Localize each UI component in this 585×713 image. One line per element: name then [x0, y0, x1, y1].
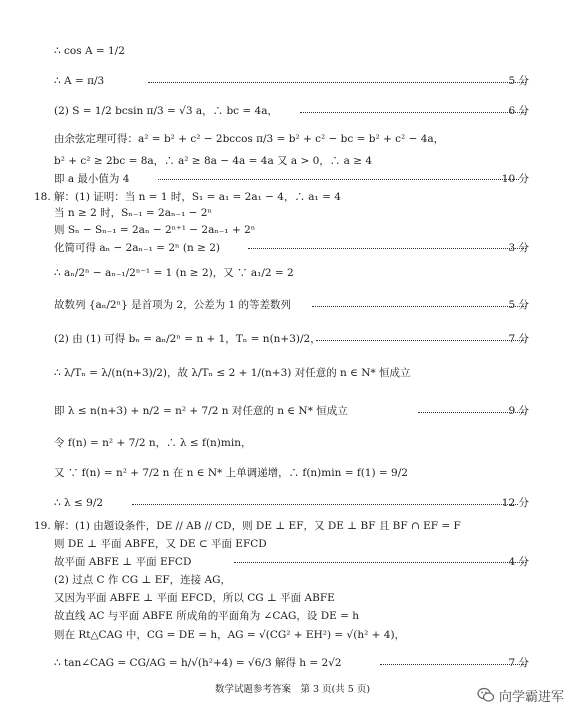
line-text: 故平面 ABFE ⊥ 平面 EFCD — [54, 556, 192, 568]
line-text: 令 f(n) = n² + 7/2 n，∴ λ ≤ f(n)min， — [54, 437, 252, 449]
line-text: b² + c² ≥ 2bc = 8a，∴ a² ≥ 8a − 4a = 4a 又 a > 0，∴ a ≥ 4 — [54, 155, 373, 167]
line-text: 又因为平面 ABFE ⊥ 平面 EFCD，所以 CG ⊥ 平面 ABFE — [54, 592, 335, 604]
solution-line — [0, 462, 585, 484]
solution-line — [0, 294, 585, 316]
solution-line — [0, 362, 585, 384]
line-text: 当 n ≥ 2 时，Sₙ₋₁ = 2aₙ₋₁ − 2ⁿ — [54, 207, 212, 219]
line-text: 故数列 {aₙ/2ⁿ} 是首项为 2，公差为 1 的等差数列 — [54, 299, 291, 311]
solution-line — [0, 262, 585, 284]
solution-line — [0, 328, 585, 350]
line-text: 则 DE ⊥ 平面 ABFE，又 DE ⊂ 平面 EFCD — [54, 538, 267, 550]
score-label: 4 分 — [508, 556, 529, 568]
wechat-icon — [477, 686, 495, 704]
solution-line — [0, 222, 585, 238]
line-text: 19. 解：(1) 由题设条件，DE // AB // CD，则 DE ⊥ EF，又 DE ⊥ BF 且 BF ∩ EF = F — [34, 520, 461, 532]
solution-line — [0, 40, 585, 62]
watermark-text: 向学霸进军 — [499, 690, 565, 705]
line-text: ∴ cos A = 1/2 — [54, 45, 125, 57]
solution-line — [0, 432, 585, 454]
solution-line — [0, 554, 585, 570]
line-text: ∴ tan∠CAG = CG/AG = h/√(h²+4) = √6/3 解得 h = 2√2 — [54, 657, 342, 669]
solution-line — [0, 518, 585, 534]
dot-leader — [158, 179, 519, 180]
line-text: (2) 由 (1) 可得 bₙ = aₙ/2ⁿ = n + 1，Tₙ = n(n+3)/2， — [54, 333, 321, 345]
score-label: 3 分 — [508, 242, 529, 254]
line-text: (2) S = 1/2 bcsin π/3 = √3 a，∴ bc = 4a， — [54, 105, 278, 117]
solution-line — [0, 624, 585, 646]
line-text: ∴ aₙ/2ⁿ − aₙ₋₁/2ⁿ⁻¹ = 1 (n ≥ 2)，又 ∵ a₁/2 = 2 — [54, 267, 294, 279]
score-label: 9 分 — [508, 405, 529, 417]
dot-leader — [148, 82, 526, 83]
line-text: 即 λ ≤ n(n+3) + n/2 = n² + 7/2 n 对任意的 n ∈ N* 恒成立 — [54, 405, 348, 417]
line-text: ∴ λ/Tₙ = λ/(n(n+3)/2)，故 λ/Tₙ ≤ 2 + 1/(n+3) 对任意的 n ∈ N* 恒成立 — [54, 367, 411, 379]
score-label: 7 分 — [508, 333, 529, 345]
solution-line — [0, 572, 585, 588]
solution-line — [0, 652, 585, 674]
score-label: 12 分 — [501, 497, 529, 509]
line-text: 则在 Rt△CAG 中，CG = DE = h，AG = √(CG² + EH²) = √(h² + 4)， — [54, 629, 406, 641]
dot-leader — [132, 504, 518, 505]
solution-line — [0, 128, 585, 150]
line-text: 化简可得 aₙ − 2aₙ₋₁ = 2ⁿ (n ≥ 2) — [54, 242, 220, 254]
line-text: 18. 解：(1) 证明：当 n = 1 时，S₁ = a₁ = 2a₁ − 4，∴ a₁ = 4 — [34, 191, 341, 203]
solution-line — [0, 205, 585, 221]
solution-line — [0, 590, 585, 606]
dot-leader — [248, 248, 526, 249]
score-label: 6 分 — [508, 105, 529, 117]
line-text: 又 ∵ f(n) = n² + 7/2 n 在 n ∈ N* 上单调递增，∴ f(n)min = f(1) = 9/2 — [54, 467, 408, 479]
line-text: 由余弦定理可得：a² = b² + c² − 2bccos π/3 = b² + c² − bc = b² + c² − 4a， — [54, 133, 445, 145]
solution-line — [0, 171, 585, 187]
score-label: 5 分 — [508, 299, 529, 311]
solution-line — [0, 70, 585, 92]
line-text: 即 a 最小值为 4 — [54, 173, 130, 185]
line-text: (2) 过点 C 作 CG ⊥ EF，连接 AG， — [54, 574, 231, 586]
dot-leader — [234, 562, 526, 563]
score-label: 5 分 — [508, 75, 529, 87]
page-footer: 数学试题参考答案 第 3 页(共 5 页) — [214, 684, 371, 695]
solution-line — [0, 100, 585, 122]
score-label: 10 分 — [501, 173, 529, 185]
line-text: ∴ λ ≤ 9/2 — [54, 497, 104, 509]
dot-leader — [312, 306, 526, 307]
watermark — [477, 684, 585, 706]
solution-line — [0, 400, 585, 422]
solution-line — [0, 492, 585, 514]
solution-line — [0, 153, 585, 169]
solution-line — [0, 189, 585, 205]
line-text: ∴ A = π/3 — [54, 75, 105, 87]
score-label: 7 分 — [508, 657, 529, 669]
solution-line — [0, 536, 585, 552]
dot-leader — [300, 112, 526, 113]
solution-line — [0, 240, 585, 256]
line-text: 故直线 AC 与平面 ABFE 所成角的平面角为 ∠CAG，设 DE = h — [54, 610, 360, 622]
line-text: 则 Sₙ − Sₙ₋₁ = 2aₙ − 2ⁿ⁺¹ − 2aₙ₋₁ + 2ⁿ — [54, 224, 256, 236]
solution-line — [0, 608, 585, 624]
